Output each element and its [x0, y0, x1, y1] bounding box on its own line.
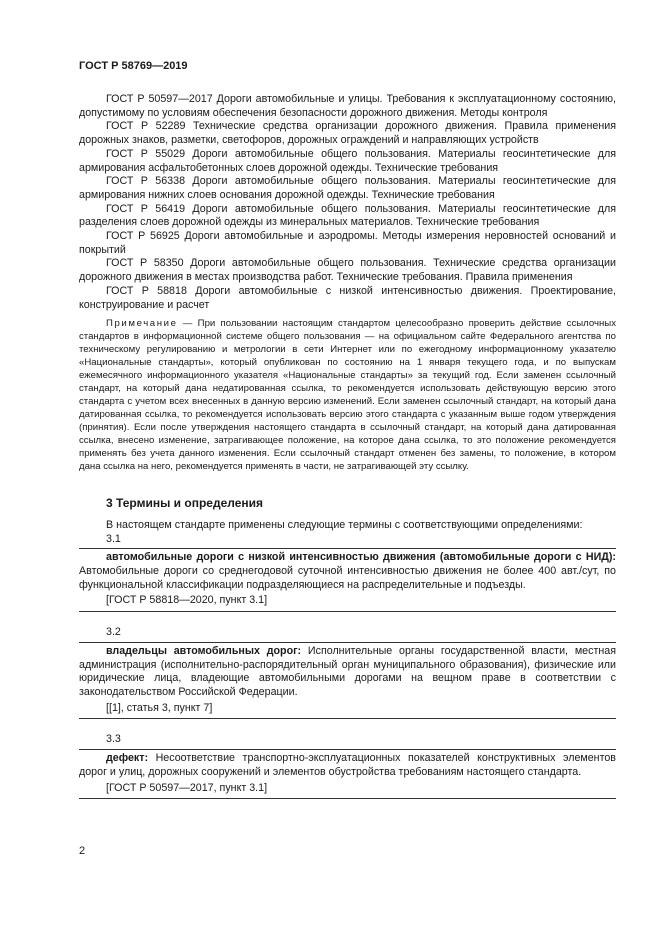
reference-item: ГОСТ Р 56925 Дороги автомобильные и аэродромы. Методы измерения неровностей оснований и покрытий — [79, 230, 616, 256]
page-number: 2 — [79, 845, 86, 857]
term-number: 3.2 — [106, 626, 121, 639]
term-text: Автомобильные дороги со среднегодовой суточной интенсивностью движения не более 400 авт./сут, по функциональной классификации подразделяющиеся на распределительные и подъезды. — [79, 565, 616, 591]
term-definition — [79, 752, 616, 779]
note-paragraph — [79, 317, 616, 473]
term-entry — [79, 548, 616, 612]
reference-item: ГОСТ Р 58350 Дороги автомобильные общего пользования. Технические средства организации дорожного движения в местах производства работ. Технические требования. Правила применения — [79, 257, 616, 284]
term-source: [ГОСТ Р 50597—2017, пункт 3.1] — [106, 781, 268, 794]
term-definition — [79, 551, 616, 592]
term-text: Исполнительные органы государственной власти, местная администрация (исполнительно-распорядительный орган муниципального образования), физические или юридические лица, владеющие автомобильными дорогами на вещном праве в соответствии с законодательством Российской Федерации. — [79, 644, 616, 698]
term-source: [[1], статья 3, пункт 7] — [106, 701, 213, 714]
reference-item: ГОСТ Р 50597—2017 Дороги автомобильные и улицы. Требования к эксплуатационному состоянию, допустимому по условиям обеспечения безопасности дорожного движения. Методы контроля — [79, 93, 616, 119]
document-header: ГОСТ Р 58769—2019 — [79, 60, 188, 72]
section-title: 3 Термины и определения — [106, 496, 264, 511]
term-name: автомобильные дороги с низкой интенсивностью движения (автомобильные дороги с НИД): — [106, 551, 616, 564]
term-source: [ГОСТ Р 58818—2020, пункт 3.1] — [106, 594, 268, 607]
reference-item: ГОСТ Р 56419 Дороги автомобильные общего пользования. Материалы геосинтетические для разделения слоев дорожной одежды из минеральных материалов. Технические требования — [79, 202, 616, 229]
term-definition — [79, 645, 616, 700]
term-number: 3.1 — [106, 532, 121, 545]
reference-item: ГОСТ Р 55029 Дороги автомобильные общего пользования. Материалы геосинтетические для армирования асфальтобетонных слоев дорожной одежды. Технические требования — [79, 147, 616, 174]
document-body — [79, 93, 616, 799]
term-name: дефект: — [106, 752, 149, 765]
term-entry — [79, 749, 616, 799]
reference-item: ГОСТ Р 56338 Дороги автомобильные общего пользования. Материалы геосинтетические для армирования нижних слоев основания дорожной одежды. Технические требования — [79, 175, 616, 201]
section-intro: В настоящем стандарте применены следующие термины с соответствующими определениями: — [106, 518, 583, 531]
note-label: Примечание — [106, 318, 178, 330]
term-entry — [79, 642, 616, 720]
reference-item: ГОСТ Р 52289 Технические средства организации дорожного движения. Правила применения дорожных знаков, разметки, светофоров, дорожных ограждений и направляющих устройств — [79, 120, 616, 147]
term-number: 3.3 — [106, 733, 121, 746]
note-text: — При пользовании настоящим стандартом целесообразно проверить действие ссылочных стандартов в информационной системе общего пользования — на официальном сайте Федерального агентства по техническому регулированию и метрологии в сети Интернет или по ежегодному информационному указателю «Национальные стандарты», который опубликован по состоянию на 1 января текущего года, и по выпускам ежемесячного информационного указателя «Национальные стандарты» за текущий год. Если заменен ссылочный стандарт, на который дана недатированная ссылка, то рекомендуется использовать действующую версию этого стандарта с учетом всех внесенных в данную версию изменений. Если заменен ссылочный стандарт, на который дана датированная ссылка, то рекомендуется использовать версию этого стандарта с указанным выше годом утверждения (принятия). Если после утверждения настоящего стандарта в ссылочный стандарт, на который дана датированная ссылка, внесено изменение, затрагивающее положение, на которое дана ссылка, то это положение рекомендуется применять без учета данного изменения. Если ссылочный стандарт отменен без замены, то положение, в котором дана ссылка на него, рекомендуется применять в части, не затрагивающей эту ссылку. — [79, 318, 616, 473]
term-name: владельцы автомобильных дорог: — [106, 644, 302, 657]
term-text: Несоответствие транспортно-эксплуатационных показателей конструктивных элементов дорог и улиц, дорожных сооружений и элементов обустройства требованиям настоящего стандарта. — [79, 752, 616, 778]
reference-item: ГОСТ Р 58818 Дороги автомобильные с низкой интенсивностью движения. Проектирование, конструирование и расчет — [79, 284, 616, 311]
